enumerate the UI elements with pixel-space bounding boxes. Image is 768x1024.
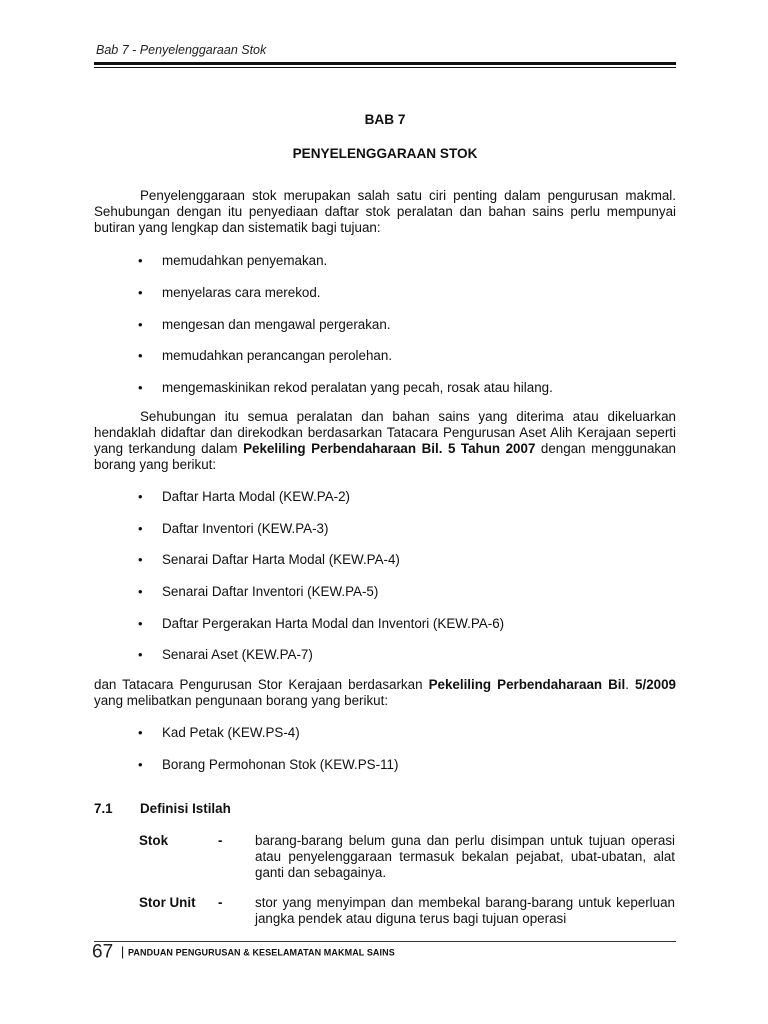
section-title: Definisi Istilah xyxy=(140,801,231,816)
bullet-icon: • xyxy=(138,521,143,536)
list-item: • Daftar Harta Modal (KEW.PA-2) xyxy=(138,489,351,504)
definition-text: barang-barang belum guna dan perlu disimpan untuk tujuan operasi atau penyelenggaraan termasuk bekalan pejabat, ubat-ubatan, alat ganti dan sebagainya. xyxy=(255,833,675,880)
bullet-icon: • xyxy=(138,725,143,740)
bullet-icon: • xyxy=(138,647,143,662)
bullet-icon: • xyxy=(138,616,143,631)
bullet-icon: • xyxy=(138,584,143,599)
bullet-icon: • xyxy=(138,285,143,300)
intro-paragraph xyxy=(94,188,676,236)
bullet-icon: • xyxy=(138,757,143,772)
section-number: 7.1 xyxy=(94,801,113,816)
page-footer xyxy=(92,941,395,963)
footer-rule xyxy=(94,941,676,942)
header-rule-thin xyxy=(94,67,676,68)
page-number: 67 xyxy=(92,941,114,963)
definition-dash: - xyxy=(218,895,223,910)
list-item: • Senarai Daftar Inventori (KEW.PA-5) xyxy=(138,584,379,599)
circular-reference: Pekeliling Perbendaharaan Bil xyxy=(428,677,626,692)
circular-number: 5/2009 xyxy=(635,677,676,692)
section-heading xyxy=(94,801,231,817)
store-paragraph: dan Tatacara Pengurusan Stor Kerajaan berdasarkan Pekeliling Perbendaharaan Bil. 5/2009 yang melibatkan pengunaan borang yang berikut: xyxy=(94,677,676,708)
bullet-icon: • xyxy=(138,317,143,332)
list-item: • Senarai Daftar Harta Modal (KEW.PA-4) xyxy=(138,552,400,567)
footer-separator: | xyxy=(120,944,125,960)
definition-dash: - xyxy=(218,833,223,848)
bullet-icon: • xyxy=(138,380,143,395)
circular-reference: Pekeliling Perbendaharaan Bil. 5 Tahun 2007 xyxy=(243,441,536,456)
list-item: • mengesan dan mengawal pergerakan. xyxy=(138,317,391,332)
registration-paragraph: Sehubungan itu semua peralatan dan bahan sains yang diterima atau dikeluarkan hendaklah didaftar dan direkodkan berdasarkan Tatacara Pengurusan Aset Alih Kerajaan seperti yang terkandung dalam Pekeliling Perbendaharaan Bil. 5 Tahun 2007 dengan menggunakan borang yang berikut: xyxy=(94,409,676,472)
header-rule-thick xyxy=(94,62,676,65)
intro-text: Penyelenggaraan stok merupakan salah satu ciri penting dalam pengurusan makmal. Sehubungan dengan itu penyediaan daftar stok peralatan dan bahan sains perlu mempunyai butiran yang lengkap dan sistematik bagi tujuan: xyxy=(94,188,676,235)
list-item: • Senarai Aset (KEW.PA-7) xyxy=(138,647,313,662)
list-item: • Kad Petak (KEW.PS-4) xyxy=(138,725,300,740)
list-item: • menyelaras cara merekod. xyxy=(138,285,321,300)
running-header: Bab 7 - Penyelenggaraan Stok xyxy=(96,43,267,57)
list-item: • memudahkan penyemakan. xyxy=(138,253,328,268)
definition-term: Stok xyxy=(139,833,169,848)
list-item: • mengemaskinikan rekod peralatan yang pecah, rosak atau hilang. xyxy=(138,380,553,395)
bullet-icon: • xyxy=(138,253,143,268)
list-item: • memudahkan perancangan perolehan. xyxy=(138,348,393,363)
bullet-icon: • xyxy=(138,489,143,504)
footer-document-title: PANDUAN PENGURUSAN & KESELAMATAN MAKMAL SAINS xyxy=(128,947,395,958)
chapter-title: PENYELENGGARAAN STOK xyxy=(292,146,478,161)
definition-text: stor yang menyimpan dan membekal barang-barang untuk keperluan jangka pendek atau diguna terus bagi tujuan operasi xyxy=(255,895,675,926)
bullet-icon: • xyxy=(138,552,143,567)
bullet-icon: • xyxy=(138,348,143,363)
list-item: • Borang Permohonan Stok (KEW.PS-11) xyxy=(138,757,399,772)
chapter-number: BAB 7 xyxy=(364,112,406,127)
definition-term: Stor Unit xyxy=(139,895,196,910)
list-item: • Daftar Pergerakan Harta Modal dan Inventori (KEW.PA-6) xyxy=(138,616,505,631)
list-item: • Daftar Inventori (KEW.PA-3) xyxy=(138,521,329,536)
